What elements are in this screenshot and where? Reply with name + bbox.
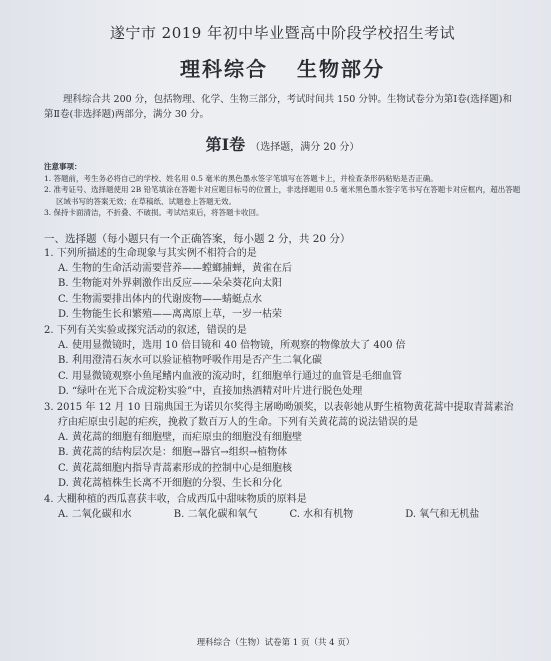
option-text: 利用澄清石灰水可以验证植物呼吸作用是否产生二氧化碳	[72, 355, 322, 366]
option-letter: A.	[58, 339, 69, 351]
option-letter: D.	[58, 478, 69, 489]
option-text: 二氧化碳和水	[71, 508, 132, 520]
option-text: 水和有机物	[303, 508, 354, 520]
option-text: “绿叶在光下合成淀粉实验”中，直接加热酒精对叶片进行脱色处理	[72, 386, 363, 397]
question-2	[44, 323, 521, 400]
option-a	[44, 338, 521, 354]
note-item: 1. 答题前，考生务必将自己的学校、姓名用 0.5 毫米的黑色墨水签字笔填写在答题卡上，并检查条形码粘贴是否正确。	[44, 173, 438, 183]
notes-block	[44, 161, 521, 219]
option-text: 生物能对外界刺激作出反应——朵朵葵花向太阳	[72, 278, 282, 289]
option-letter: D.	[405, 508, 417, 520]
part-title: 生物部分	[296, 57, 385, 81]
question-stem: 1. 下列所描述的生命现象与其实例不相符合的是	[44, 247, 257, 259]
option-d	[44, 476, 521, 492]
option-text: 黄花蒿植株生长离不开细胞的分裂、生长和分化	[72, 478, 282, 489]
option-text: 用显微镜观察小鱼尾鳍内血液的流动时，红细胞单行通过的血管是毛细血管	[72, 370, 402, 382]
option-text: 使用显微镜时，选用 10 倍目镜和 40 倍物镜，所观察的物像放大了 400 倍	[72, 339, 406, 351]
section-heading: 一、选择题（每小题只有一个正确答案，每小题 2 分，共 20 分）	[44, 232, 351, 245]
question-4	[44, 492, 521, 522]
option-d	[44, 384, 521, 400]
option-letter: A.	[58, 262, 69, 274]
question-stem: 2. 下列有关实验或探究活动的叙述，错误的是	[44, 324, 247, 336]
option-a	[44, 430, 521, 446]
notes-heading: 注意事项：	[44, 162, 82, 171]
option-d	[44, 307, 521, 323]
option-letter: B.	[58, 355, 69, 366]
volume-note: （选择题，满分 20 分）	[250, 142, 360, 153]
option-text: 二氧化碳和氧气	[187, 508, 258, 520]
intro-paragraph: 理科综合共 200 分，包括物理、化学、生物三部分，考试时间共 150 分钟。生物试卷分为第Ⅰ卷(选择题)和第Ⅱ卷(非选择题)两部分，满分 30 分。	[44, 94, 513, 120]
option-d	[405, 507, 521, 522]
option-text: 黄花蒿的细胞有细胞壁，而疟原虫的细胞没有细胞壁	[72, 431, 302, 443]
subject-title: 理科综合	[180, 57, 269, 81]
option-letter: D.	[58, 309, 69, 320]
volume-title: 第Ⅰ卷	[205, 135, 246, 154]
option-letter: A.	[58, 508, 69, 520]
option-text: 生物需要排出体内的代谢废物——蜻蜓点水	[72, 293, 262, 305]
question-1	[44, 246, 521, 323]
volume-heading	[44, 132, 521, 155]
question-3	[44, 400, 521, 492]
option-text: 生物能生长和繁殖——离离原上草，一岁一枯荣	[72, 309, 282, 320]
option-a	[44, 261, 521, 277]
page-footer: 理科综合（生物）试卷第 1 页（共 4 页）	[196, 638, 355, 648]
question-stem: 3. 2015 年 12 月 10 日瑞典国王为诺贝尔奖得主屠呦呦颁奖，以表彰她从野生植物黄花蒿中提取青蒿素治疗由疟原虫引起的疟疾，挽救了数百万人的生命。下列有关黄花蒿的说法错误的是	[44, 401, 514, 428]
option-letter: B.	[173, 508, 185, 520]
question-stem: 4. 大棚种植的西瓜喜获丰收，合成西瓜中甜味物质的原料是	[44, 493, 307, 505]
option-letter: C.	[58, 293, 69, 305]
options-row	[44, 507, 521, 522]
exam-title: 遂宁市 2019 年初中毕业暨高中阶段学校招生考试	[109, 24, 456, 42]
option-text: 氧气和无机盐	[419, 508, 480, 520]
option-letter: B.	[58, 278, 69, 289]
option-text: 生物的生命活动需要营养——螳螂捕蝉，黄雀在后	[72, 262, 292, 274]
option-letter: C.	[58, 370, 69, 382]
option-a	[58, 507, 174, 522]
option-c	[44, 461, 521, 477]
option-letter: A.	[58, 431, 69, 443]
note-item: 2. 准考证号、选择题使用 2B 铅笔填涂在答题卡对应题目标号的位置上，非选择题用 0.5 毫米黑色墨水签字笔书写在答题卡对应框内，超出答题区域书写的答案无效；在草稿纸、试题卷上答题无效。	[44, 185, 521, 206]
option-letter: D.	[58, 386, 69, 397]
option-c	[44, 369, 521, 385]
option-b	[44, 276, 521, 292]
note-item: 3. 保持卡面清洁，不折叠、不破损。考试结束后，将答题卡收回。	[44, 208, 264, 217]
option-text: 黄花蒿的结构层次是：细胞→器官→组织→植物体	[72, 447, 288, 458]
paper-title	[44, 53, 521, 82]
option-b	[44, 445, 521, 461]
option-b	[174, 507, 290, 522]
option-letter: C.	[58, 462, 69, 474]
option-letter: B.	[58, 447, 69, 458]
option-c	[290, 507, 406, 522]
option-text: 黄花蒿细胞内指导青蒿素形成的控制中心是细胞核	[72, 462, 292, 474]
option-letter: C.	[289, 508, 300, 520]
option-b	[44, 353, 521, 369]
option-c	[44, 292, 521, 308]
